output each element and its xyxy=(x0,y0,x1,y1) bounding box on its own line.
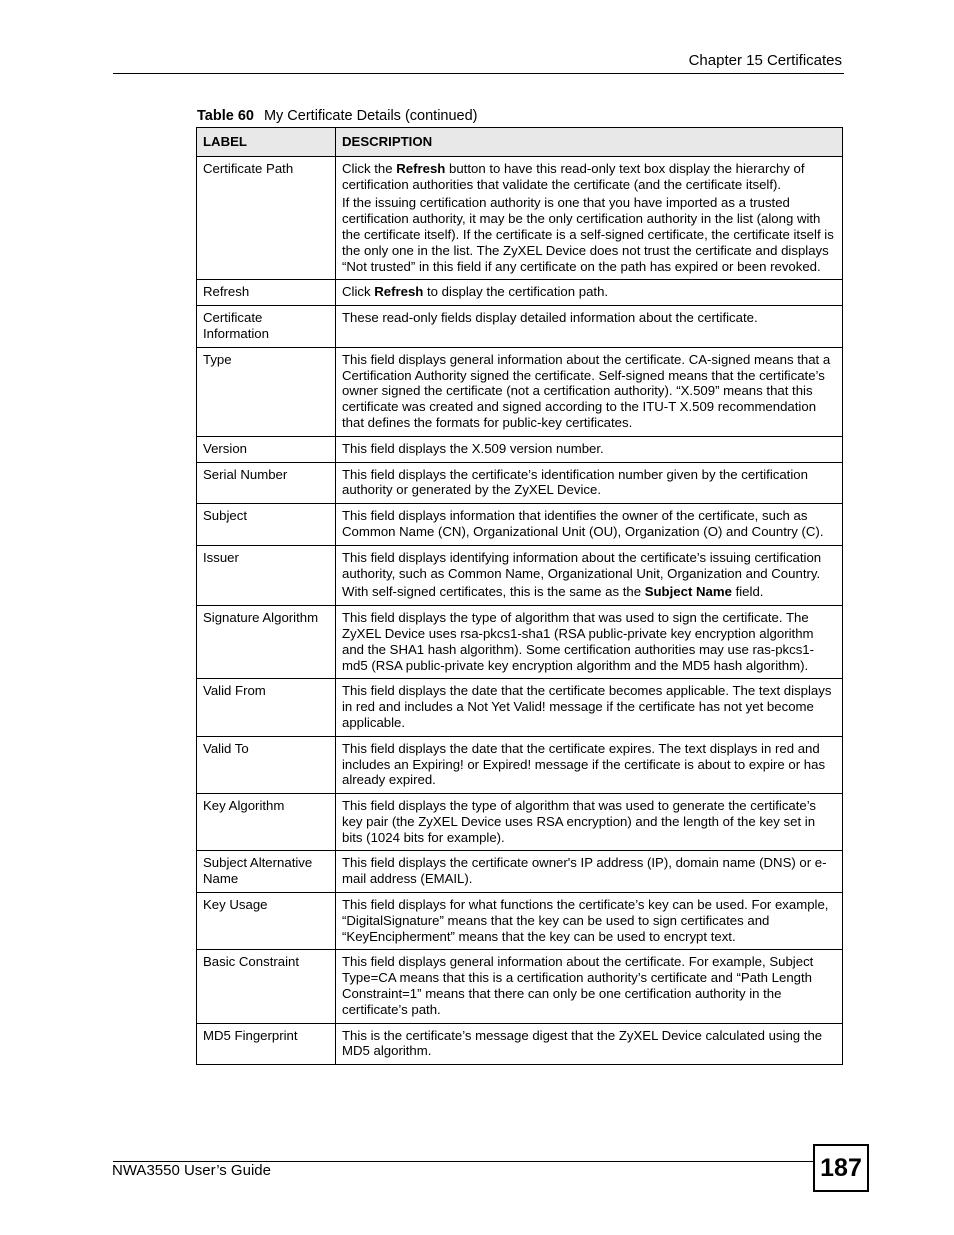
row-label: Serial Number xyxy=(197,462,336,504)
description-paragraph xyxy=(342,741,837,788)
description-paragraph xyxy=(342,1028,837,1060)
header-rule xyxy=(113,73,844,74)
text-run: This field displays general information about the certificate. For example, Subject Type=CA means that this is a certification authority’s certificate and “Path Length Constraint=1” means that there can only be one certification authority in the certificate’s path. xyxy=(342,954,814,1017)
row-label: Key Usage xyxy=(197,893,336,950)
text-run: This field displays the type of algorithm that was used to sign the certificate. The ZyXEL Device uses rsa-pkcs1-sha1 (RSA public-private key encryption algorithm and the SHA1 hash algorithm). Some certification authorities may use ras-pkcs1-md5 (RSA public-private key encryption algorithm and the MD5 hash algorithm). xyxy=(342,610,815,673)
label-column-header: LABEL xyxy=(197,128,336,157)
row-label: Certificate Path xyxy=(197,156,336,280)
text-run: This field displays the X.509 version number. xyxy=(342,440,604,456)
description-paragraph xyxy=(342,352,837,431)
row-label: Certificate Information xyxy=(197,306,336,348)
row-description xyxy=(336,545,843,605)
row-description xyxy=(336,156,843,280)
text-run: Click xyxy=(342,284,375,300)
row-description xyxy=(336,893,843,950)
row-label: Basic Constraint xyxy=(197,950,336,1023)
table-title: My Certificate Details (continued) xyxy=(263,108,478,124)
text-run: This field displays the certificate owner's IP address (IP), domain name (DNS) or e-mail address (EMAIL). xyxy=(342,855,827,887)
row-description xyxy=(336,794,843,851)
row-label: Issuer xyxy=(197,545,336,605)
row-label: Type xyxy=(197,347,336,436)
text-run: These read-only fields display detailed information about the certificate. xyxy=(342,310,758,326)
row-label: Subject Alternative Name xyxy=(197,851,336,893)
table-row xyxy=(197,347,843,436)
text-run: If the issuing certification authority is one that you have imported as a trusted certification authority, it may be the only certification authority in the list (along with the certificate itself). If the certificate is a self-signed certificate, the certificate itself is the only one in the list. The ZyXEL Device does not trust the certificate and displays “Not trusted” in this field if any certificate on the path has expired or been revoked. xyxy=(342,195,834,274)
row-label: Signature Algorithm xyxy=(197,606,336,679)
text-run: This is the certificate’s message digest that the ZyXEL Device calculated using the MD5 algorithm. xyxy=(342,1027,823,1059)
text-run: This field displays identifying information about the certificate’s issuing certification authority, such as Common Name, Organizational Unit, Organization and Country. xyxy=(342,549,822,581)
text-run: This field displays the date that the certificate expires. The text displays in red and includes an Expiring! or Expired! message if the certificate is about to expire or has already expired. xyxy=(342,740,826,788)
description-paragraph xyxy=(342,584,837,600)
text-run: With self-signed certificates, this is the same as the xyxy=(342,584,645,600)
row-label: MD5 Fingerprint xyxy=(197,1023,336,1065)
description-paragraph xyxy=(342,467,837,499)
row-description xyxy=(336,736,843,793)
row-description xyxy=(336,851,843,893)
description-paragraph xyxy=(342,441,837,457)
row-description xyxy=(336,306,843,348)
text-run: This field displays the certificate’s identification number given by the certification authority or generated by the ZyXEL Device. xyxy=(342,466,808,498)
description-paragraph xyxy=(342,683,837,730)
row-description xyxy=(336,950,843,1023)
row-label: Valid From xyxy=(197,679,336,736)
row-label: Subject xyxy=(197,504,336,546)
text-run: This field displays general information about the certificate. CA-signed means that a Certification Authority signed the certificate. Self-signed means that the certificate’s owner signed the certificate (not a certification authority). “X.509” means that this certificate was created and signed according to the ITU-T X.509 recommendation that defines the formats for public-key certificates. xyxy=(342,351,831,430)
chapter-title: Chapter 15 Certificates xyxy=(688,52,842,69)
text-run: This field displays information that identifies the owner of the certificate, such as Common Name (CN), Organizational Unit (OU), Organization (O) and Country (C). xyxy=(342,508,824,539)
row-label: Version xyxy=(197,436,336,462)
table-number: Table 60 xyxy=(197,108,254,124)
text-run: to display the certification path. xyxy=(423,284,609,300)
text-run: field. xyxy=(731,584,764,600)
description-paragraph xyxy=(342,897,837,944)
table-row xyxy=(197,1023,843,1065)
page-number: 187 xyxy=(813,1144,869,1192)
row-description xyxy=(336,347,843,436)
certificate-details-table xyxy=(196,127,843,1065)
table-row xyxy=(197,156,843,280)
bold-term: Refresh xyxy=(396,160,446,176)
text-run: This field displays for what functions the certificate’s key can be used. For example, “DigitalSignature” means that the key can be used to sign certificates and “KeyEncipherment” means that the key can be used to encrypt text. xyxy=(342,897,829,944)
row-label: Key Algorithm xyxy=(197,794,336,851)
row-label: Valid To xyxy=(197,736,336,793)
table-caption xyxy=(197,108,478,124)
row-description xyxy=(336,504,843,546)
description-paragraph xyxy=(342,954,837,1017)
description-paragraph xyxy=(342,195,837,274)
row-description xyxy=(336,436,843,462)
description-paragraph xyxy=(342,855,837,887)
table-row xyxy=(197,436,843,462)
description-paragraph xyxy=(342,310,837,326)
row-description xyxy=(336,462,843,504)
table-row xyxy=(197,462,843,504)
description-paragraph xyxy=(342,284,837,300)
row-description xyxy=(336,606,843,679)
table-row xyxy=(197,306,843,348)
description-column-header: DESCRIPTION xyxy=(336,128,843,157)
table-row xyxy=(197,736,843,793)
table-row xyxy=(197,545,843,605)
description-paragraph xyxy=(342,161,837,193)
guide-title: NWA3550 User’s Guide xyxy=(112,1162,271,1179)
table-row xyxy=(197,950,843,1023)
description-paragraph xyxy=(342,508,837,540)
text-run: button to have this read-only text box display the hierarchy of certification authorities that validate the certificate (and the certificate itself). xyxy=(342,160,805,192)
bold-term: Refresh xyxy=(374,284,424,300)
row-description xyxy=(336,1023,843,1065)
row-description xyxy=(336,679,843,736)
table-row xyxy=(197,280,843,306)
table-header-row xyxy=(197,128,843,157)
table-row xyxy=(197,893,843,950)
text-run: This field displays the date that the certificate becomes applicable. The text displays in red and includes a Not Yet Valid! message if the certificate has not yet become applicable. xyxy=(342,683,832,730)
text-run: This field displays the type of algorithm that was used to generate the certificate’s key pair (the ZyXEL Device uses RSA encryption) and the length of the key set in bits (1024 bits for example). xyxy=(342,798,817,845)
row-label: Refresh xyxy=(197,280,336,306)
description-paragraph xyxy=(342,798,837,845)
table-body xyxy=(197,156,843,1064)
text-run: Click the xyxy=(342,160,397,176)
table-row xyxy=(197,504,843,546)
description-paragraph xyxy=(342,610,837,673)
description-paragraph xyxy=(342,550,837,582)
table-row xyxy=(197,679,843,736)
table-row xyxy=(197,606,843,679)
table-row xyxy=(197,851,843,893)
bold-term: Subject Name xyxy=(644,584,732,600)
row-description xyxy=(336,280,843,306)
table-row xyxy=(197,794,843,851)
